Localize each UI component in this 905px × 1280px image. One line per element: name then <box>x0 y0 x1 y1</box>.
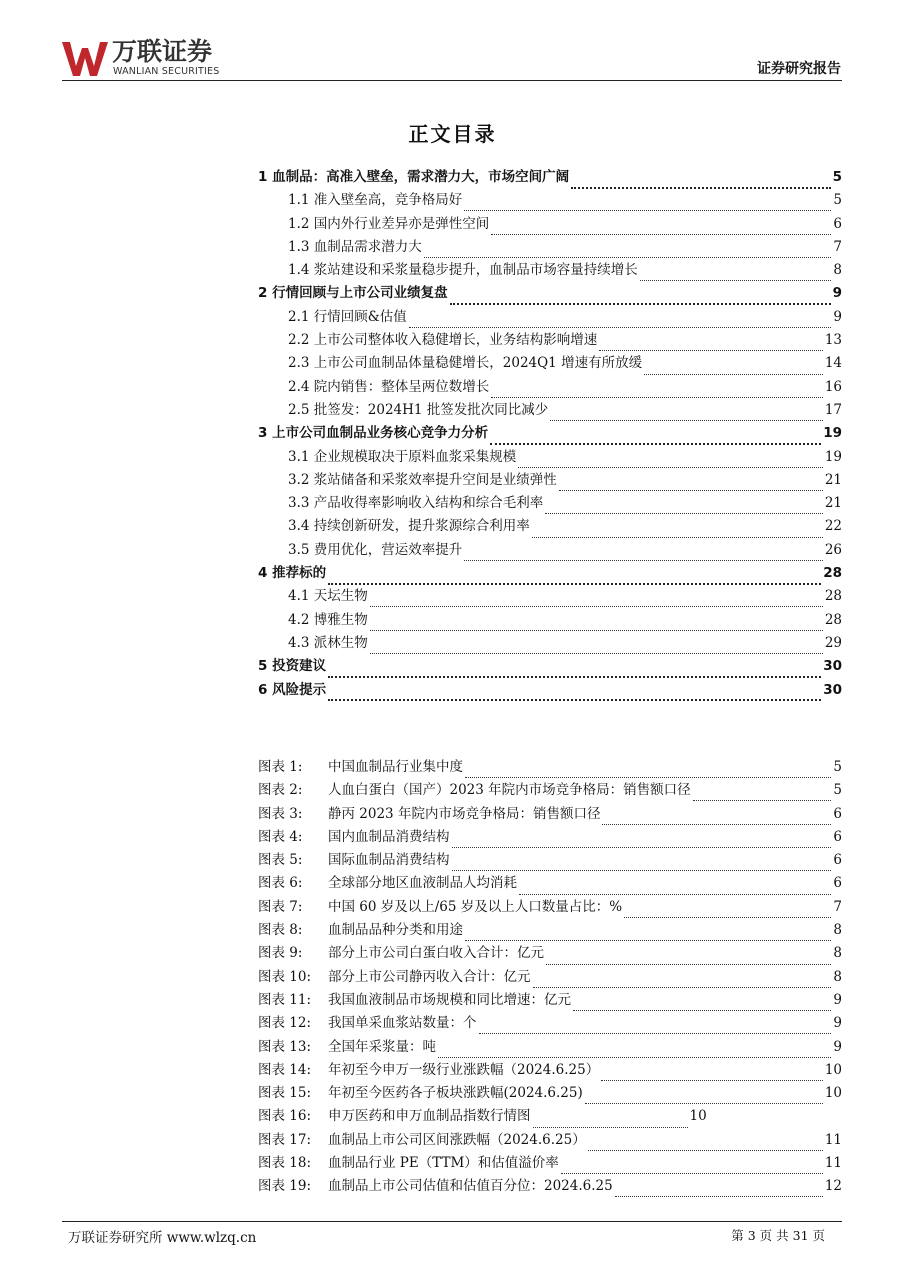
figure-entry[interactable] <box>258 779 842 802</box>
figure-label: 图表 5: <box>258 852 303 869</box>
figure-title: 年初至今申万一级行业涨跌幅（2024.6.25） <box>328 1061 600 1078</box>
figure-label: 图表 10: <box>258 968 312 985</box>
figure-page: 6 <box>833 828 842 845</box>
toc-entry-title: 3.4 持续创新研发，提升浆源综合利用率 <box>288 518 530 535</box>
toc-entry-page: 19 <box>823 425 842 442</box>
dot-leader <box>533 973 832 988</box>
toc-subsection[interactable] <box>258 609 842 632</box>
toc-section[interactable] <box>258 282 842 305</box>
toc-entry-page: 28 <box>824 588 842 605</box>
dot-leader <box>450 289 831 305</box>
dot-leader <box>464 196 831 211</box>
figure-page: 9 <box>833 991 842 1008</box>
figure-title: 国际血制品消费结构 <box>328 852 450 869</box>
dot-leader <box>599 336 823 351</box>
toc-entry-title: 1.4 浆站建设和采浆量稳步提升，血制品市场容量持续增长 <box>288 262 638 279</box>
dot-leader <box>491 383 823 398</box>
figure-entry[interactable] <box>258 1082 842 1105</box>
dot-leader <box>370 592 823 607</box>
dot-leader <box>328 569 821 585</box>
dot-leader <box>438 1043 831 1058</box>
toc-entry-title: 3 上市公司血制品业务核心竞争力分析 <box>258 425 489 442</box>
toc-entry-title: 2.5 批签发：2024H1 批签发批次同比减少 <box>288 401 549 418</box>
figure-title: 血制品上市公司区间涨跌幅（2024.6.25） <box>328 1131 586 1148</box>
toc-subsection[interactable] <box>258 446 842 469</box>
toc-subsection[interactable] <box>258 585 842 608</box>
toc-section[interactable] <box>258 166 842 189</box>
figure-entry[interactable] <box>258 1059 842 1082</box>
dot-leader <box>409 313 832 328</box>
figure-entry[interactable] <box>258 1036 842 1059</box>
toc-subsection[interactable] <box>258 329 842 352</box>
toc-section[interactable] <box>258 679 842 702</box>
toc-entry-page: 22 <box>824 518 842 535</box>
dot-leader <box>452 856 832 871</box>
toc-subsection[interactable] <box>258 259 842 282</box>
toc-entry-page: 6 <box>833 215 842 232</box>
figure-entry[interactable] <box>258 1129 842 1152</box>
toc-subsection[interactable] <box>258 492 842 515</box>
toc-entry-page: 9 <box>833 308 842 325</box>
figure-title: 年初至今医药各子板块涨跌幅(2024.6.25) <box>328 1085 583 1102</box>
dot-leader <box>693 786 832 801</box>
dot-leader <box>585 1089 823 1104</box>
toc-entry-page: 14 <box>824 355 842 372</box>
figure-title: 部分上市公司白蛋白收入合计：亿元 <box>328 945 544 962</box>
toc-entry-title: 1 血制品：高准入壁垒，需求潜力大，市场空间广阔 <box>258 169 570 185</box>
figure-label: 图表 16: <box>258 1108 312 1125</box>
figure-entry[interactable] <box>258 826 842 849</box>
figure-page: 9 <box>833 1015 842 1032</box>
page-number: 第 3 页 共 31 页 <box>731 1228 825 1243</box>
figure-entry[interactable] <box>258 919 842 942</box>
figure-page: 11 <box>824 1155 842 1172</box>
dot-leader <box>328 685 821 701</box>
figure-entry[interactable] <box>258 872 842 895</box>
figure-title: 我国血液制品市场规模和同比增速：亿元 <box>328 991 571 1008</box>
toc-entry-title: 2.1 行情回顾&估值 <box>288 308 407 325</box>
figure-page: 10 <box>824 1085 842 1102</box>
dot-leader <box>424 243 832 258</box>
toc-entry-title: 1.3 血制品需求潜力大 <box>288 238 422 255</box>
dot-leader <box>545 499 823 514</box>
dot-leader <box>464 546 823 561</box>
figure-label: 图表 11: <box>258 991 312 1008</box>
figure-label: 图表 7: <box>258 898 303 915</box>
logo-english-name: WANLIAN SECURITIES <box>113 66 220 77</box>
figure-title: 中国 60 岁及以上/65 岁及以上人口数量占比：% <box>328 898 623 915</box>
figure-page: 8 <box>833 968 842 985</box>
figure-title: 血制品品种分类和用途 <box>328 922 463 939</box>
figure-page: 11 <box>824 1131 842 1148</box>
dot-leader <box>588 1136 823 1151</box>
figure-page: 5 <box>833 782 842 799</box>
figure-entry[interactable] <box>258 989 842 1012</box>
toc-subsection[interactable] <box>258 236 842 259</box>
toc-entry-title: 1.1 准入壁垒高，竞争格局好 <box>288 192 463 209</box>
toc-subsection[interactable] <box>258 376 842 399</box>
report-type: 证券研究报告 <box>757 61 841 77</box>
dot-leader <box>546 950 831 965</box>
figure-label: 图表 19: <box>258 1178 312 1195</box>
figure-title: 血制品行业 PE（TTM）和估值溢价率 <box>328 1155 559 1172</box>
toc-entry-page: 5 <box>833 192 842 209</box>
company-logo <box>62 38 242 80</box>
dot-leader <box>602 810 831 825</box>
toc-entry-page: 17 <box>824 401 842 418</box>
toc-entry-title: 2 行情回顾与上市公司业绩复盘 <box>258 285 448 302</box>
dot-leader <box>465 763 831 778</box>
figure-label: 图表 8: <box>258 922 303 939</box>
figure-page: 6 <box>833 852 842 869</box>
toc-entry-page: 7 <box>833 238 842 255</box>
figure-title: 人血白蛋白（国产）2023 年院内市场竞争格局：销售额口径 <box>328 782 691 799</box>
dot-leader <box>640 266 832 281</box>
toc-entry-title: 2.2 上市公司整体收入稳健增长，业务结构影响增速 <box>288 332 598 349</box>
dot-leader <box>571 173 831 189</box>
logo-chinese-name: 万联证券 <box>112 37 213 66</box>
toc-entry-page: 19 <box>824 448 842 465</box>
dot-leader <box>490 429 821 445</box>
dot-leader <box>479 1019 832 1034</box>
toc-entry-page: 9 <box>832 285 842 302</box>
toc-entry-title: 1.2 国内外行业差异亦是弹性空间 <box>288 215 490 232</box>
toc-entry-title: 4 推荐标的 <box>258 565 327 582</box>
figure-entry[interactable] <box>258 942 842 965</box>
dot-leader <box>370 639 823 654</box>
toc-section[interactable] <box>258 655 842 678</box>
dot-leader <box>615 1182 823 1197</box>
toc-subsection[interactable] <box>258 352 842 375</box>
dot-leader <box>561 1159 823 1174</box>
figure-entry[interactable] <box>258 896 842 919</box>
figure-label: 图表 18: <box>258 1155 312 1172</box>
figure-title: 中国血制品行业集中度 <box>328 759 463 775</box>
figure-title: 申万医药和申万血制品指数行情图 <box>328 1108 531 1125</box>
figure-label: 图表 1: <box>258 759 303 775</box>
toc-subsection[interactable] <box>258 469 842 492</box>
figure-label: 图表 2: <box>258 782 303 799</box>
toc-entry-page: 21 <box>824 471 842 488</box>
toc-entry-page: 28 <box>824 611 842 628</box>
dot-leader <box>328 662 821 678</box>
toc-section[interactable] <box>258 422 842 445</box>
dot-leader <box>519 880 831 895</box>
figure-title: 全国年采浆量：吨 <box>328 1038 436 1055</box>
toc-entry-title: 4.1 天坛生物 <box>288 588 368 605</box>
figure-entry[interactable] <box>258 1012 842 1035</box>
figure-entry[interactable] <box>258 849 842 872</box>
figure-title: 全球部分地区血液制品人均消耗 <box>328 875 517 892</box>
dot-leader <box>644 360 823 375</box>
toc-entry-page: 21 <box>824 495 842 512</box>
toc-entry-page: 5 <box>832 169 842 185</box>
figure-page: 5 <box>833 759 842 775</box>
toc-entry-page: 28 <box>823 565 842 582</box>
toc-subsection[interactable] <box>258 189 842 212</box>
toc-subsection[interactable] <box>258 515 842 538</box>
figure-entry[interactable] <box>258 803 842 826</box>
footer-source: 万联证券研究所 www.wlzq.cn <box>68 1230 257 1246</box>
toc-entry-title: 2.4 院内销售：整体呈两位数增长 <box>288 378 490 395</box>
toc-section[interactable] <box>258 562 842 585</box>
toc-subsection[interactable] <box>258 399 842 422</box>
figure-page: 10 <box>689 1108 707 1125</box>
toc-subsection[interactable] <box>258 632 842 655</box>
toc-entry-page: 29 <box>824 634 842 651</box>
wanlian-logo-icon <box>62 40 108 78</box>
figure-label: 图表 15: <box>258 1085 312 1102</box>
figure-list <box>258 756 842 1199</box>
page-header <box>0 0 905 90</box>
dot-leader <box>573 996 831 1011</box>
dot-leader <box>532 523 823 538</box>
toc-entry-title: 3.2 浆站储备和采浆效率提升空间是业绩弹性 <box>288 471 557 488</box>
toc-entry-page: 13 <box>824 332 842 349</box>
figure-page: 8 <box>833 945 842 962</box>
figure-page: 8 <box>833 922 842 939</box>
toc-entry-page: 30 <box>823 681 842 698</box>
table-of-contents <box>258 166 842 702</box>
dot-leader <box>370 616 823 631</box>
toc-entry-page: 30 <box>823 658 842 675</box>
figure-title: 血制品上市公司估值和估值百分位：2024.6.25 <box>328 1178 613 1195</box>
dot-leader <box>559 476 823 491</box>
figure-page: 9 <box>833 1038 842 1055</box>
dot-leader <box>518 453 823 468</box>
dot-leader <box>491 220 831 235</box>
figure-label: 图表 6: <box>258 875 303 892</box>
figure-title: 我国单采血浆站数量：个 <box>328 1015 477 1032</box>
toc-entry-title: 5 投资建议 <box>258 658 327 675</box>
dot-leader <box>452 833 832 848</box>
figure-page: 12 <box>824 1178 842 1195</box>
header-divider <box>62 80 842 81</box>
toc-entry-title: 4.2 博雅生物 <box>288 611 368 628</box>
dot-leader <box>465 926 831 941</box>
toc-entry-title: 3.1 企业规模取决于原料血浆采集规模 <box>288 448 517 465</box>
toc-title: 正文目录 <box>408 122 497 146</box>
dot-leader <box>624 903 831 918</box>
figure-entry[interactable] <box>258 756 842 779</box>
figure-label: 图表 17: <box>258 1131 312 1148</box>
figure-entry[interactable] <box>258 1175 842 1198</box>
figure-page: 6 <box>833 805 842 822</box>
figure-entry[interactable] <box>258 1105 842 1128</box>
toc-entry-page: 26 <box>824 541 842 558</box>
figure-page: 6 <box>833 875 842 892</box>
toc-subsection[interactable] <box>258 213 842 236</box>
figure-page: 10 <box>824 1061 842 1078</box>
figure-label: 图表 9: <box>258 945 303 962</box>
toc-subsection[interactable] <box>258 539 842 562</box>
dot-leader <box>533 1113 688 1128</box>
dot-leader <box>550 406 823 421</box>
figure-label: 图表 13: <box>258 1038 312 1055</box>
figure-entry[interactable] <box>258 966 842 989</box>
figure-label: 图表 12: <box>258 1015 312 1032</box>
figure-label: 图表 4: <box>258 828 303 845</box>
footer-divider <box>62 1221 842 1222</box>
figure-label: 图表 3: <box>258 805 303 822</box>
figure-title: 国内血制品消费结构 <box>328 828 450 845</box>
toc-entry-title: 6 风险提示 <box>258 681 327 698</box>
toc-entry-title: 4.3 派林生物 <box>288 634 368 651</box>
figure-title: 部分上市公司静丙收入合计：亿元 <box>328 968 531 985</box>
toc-entry-page: 8 <box>833 262 842 279</box>
toc-entry-title: 3.3 产品收得率影响收入结构和综合毛利率 <box>288 495 544 512</box>
dot-leader <box>601 1066 823 1081</box>
figure-entry[interactable] <box>258 1152 842 1175</box>
toc-entry-title: 2.3 上市公司血制品体量稳健增长，2024Q1 增速有所放缓 <box>288 355 643 372</box>
figure-label: 图表 14: <box>258 1061 312 1078</box>
toc-entry-page: 16 <box>824 378 842 395</box>
toc-subsection[interactable] <box>258 306 842 329</box>
figure-page: 7 <box>833 898 842 915</box>
toc-entry-title: 3.5 费用优化，营运效率提升 <box>288 541 463 558</box>
figure-title: 静丙 2023 年院内市场竞争格局：销售额口径 <box>328 805 601 822</box>
